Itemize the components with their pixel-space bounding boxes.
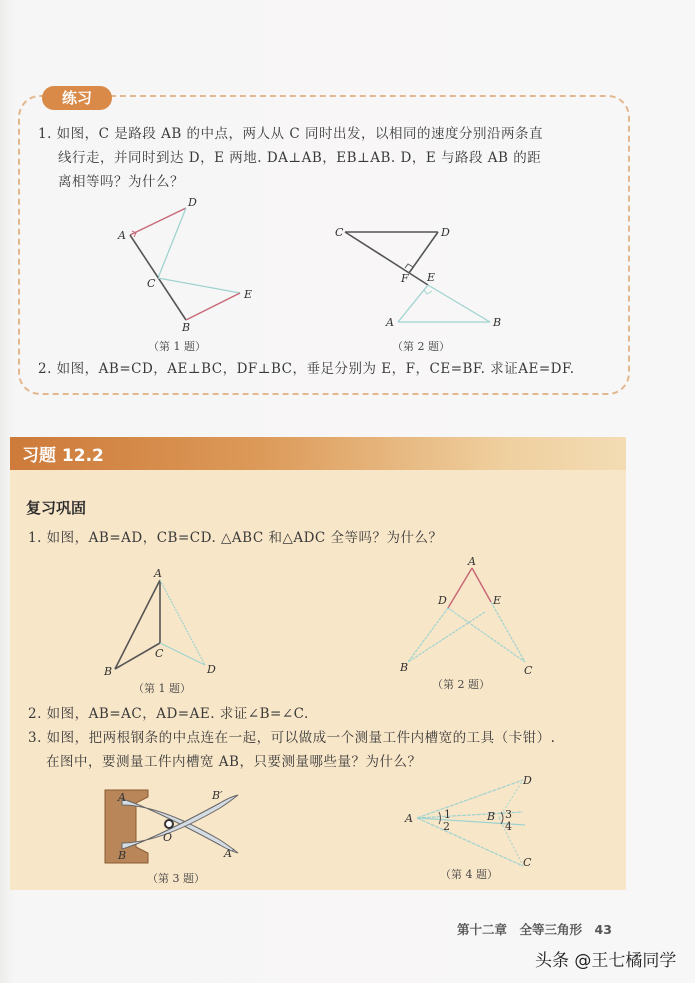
practice-q2: 2. 如图，AB=CD，AE⊥BC，DF⊥BC，垂足分别为 E，F，CE=BF. 求证AE=DF.: [38, 361, 575, 377]
svg-text:D: D: [188, 196, 197, 209]
svg-text:O: O: [163, 831, 173, 844]
svg-text:A: A: [386, 316, 394, 329]
exercise-figure-3-caption: （第 3 题）: [147, 872, 205, 885]
practice-figure-1-caption: （第 1 题）: [148, 340, 206, 353]
exercise-q1: 1. 如图，AB=AD，CB=CD. △ABC 和△ADC 全等吗？为什么？: [28, 530, 443, 546]
svg-text:A: A: [405, 812, 413, 825]
exercise-figure-3: [100, 785, 260, 870]
exercise-q3-line2: 在图中，要测量工件内槽宽 AB，只要测量哪些量？为什么？: [46, 754, 422, 770]
svg-text:D: D: [441, 226, 450, 239]
svg-text:2: 2: [443, 820, 450, 833]
svg-text:C: C: [523, 856, 532, 869]
practice-q1-line3: 离相等吗？为什么？: [58, 174, 184, 190]
svg-text:D: D: [438, 594, 447, 607]
exercise-figure-2-caption: （第 2 题）: [432, 678, 490, 691]
svg-text:B: B: [118, 849, 127, 862]
practice-tag: 练习: [42, 86, 112, 110]
practice-figure-1: [100, 190, 300, 335]
watermark: 头条 @王七橘同学: [535, 951, 677, 971]
svg-text:A′: A′: [224, 847, 235, 860]
svg-text:C: C: [155, 647, 164, 660]
svg-text:A: A: [118, 791, 126, 804]
svg-text:B′: B′: [212, 789, 223, 802]
svg-text:A: A: [118, 229, 126, 242]
svg-text:3: 3: [505, 808, 512, 821]
svg-text:1: 1: [444, 808, 451, 821]
svg-text:D: D: [523, 774, 532, 787]
exercise-figure-4-caption: （第 4 题）: [440, 868, 498, 881]
practice-q1-line1: 1. 如图，C 是路段 AB 的中点，两人从 C 同时出发，以相同的速度分别沿两条直: [38, 126, 543, 142]
exercise-figure-1: [90, 565, 250, 680]
practice-figure-2-caption: （第 2 题）: [392, 340, 450, 353]
svg-text:D: D: [207, 663, 216, 676]
svg-text:B: B: [493, 316, 502, 329]
svg-text:A: A: [468, 555, 476, 568]
exercise-figure-4: [395, 770, 555, 870]
svg-text:E: E: [493, 594, 502, 607]
exercise-figure-1-caption: （第 1 题）: [133, 682, 191, 695]
svg-text:B: B: [400, 661, 409, 674]
svg-text:B: B: [182, 321, 191, 334]
exercise-q2: 2. 如图，AB=AC，AD=AE. 求证∠B=∠C.: [28, 706, 309, 722]
practice-figure-2: [320, 215, 520, 335]
svg-text:B: B: [104, 665, 113, 678]
svg-text:F: F: [401, 272, 409, 285]
exercise-figure-2: [390, 550, 550, 675]
section-title-review: 复习巩固: [26, 499, 87, 517]
svg-text:C: C: [147, 277, 156, 290]
svg-text:C: C: [335, 226, 344, 239]
svg-text:C: C: [524, 664, 533, 675]
svg-text:E: E: [244, 288, 253, 301]
practice-q1-line2: 线行走，并同时到达 D，E 两地. DA⊥AB，EB⊥AB. D，E 与路段 AB 的距: [58, 150, 542, 166]
svg-text:A: A: [154, 567, 162, 580]
svg-text:B: B: [487, 810, 496, 823]
exercise-title: 习题 12.2: [22, 446, 104, 466]
exercise-q3-line1: 3. 如图，把两根钢条的中点连在一起，可以做成一个测量工件内槽宽的工具（卡钳）.: [28, 730, 556, 746]
footer-chapter-page: 第十二章 全等三角形 43: [457, 922, 612, 937]
svg-text:E: E: [427, 271, 436, 284]
svg-text:4: 4: [505, 820, 512, 833]
